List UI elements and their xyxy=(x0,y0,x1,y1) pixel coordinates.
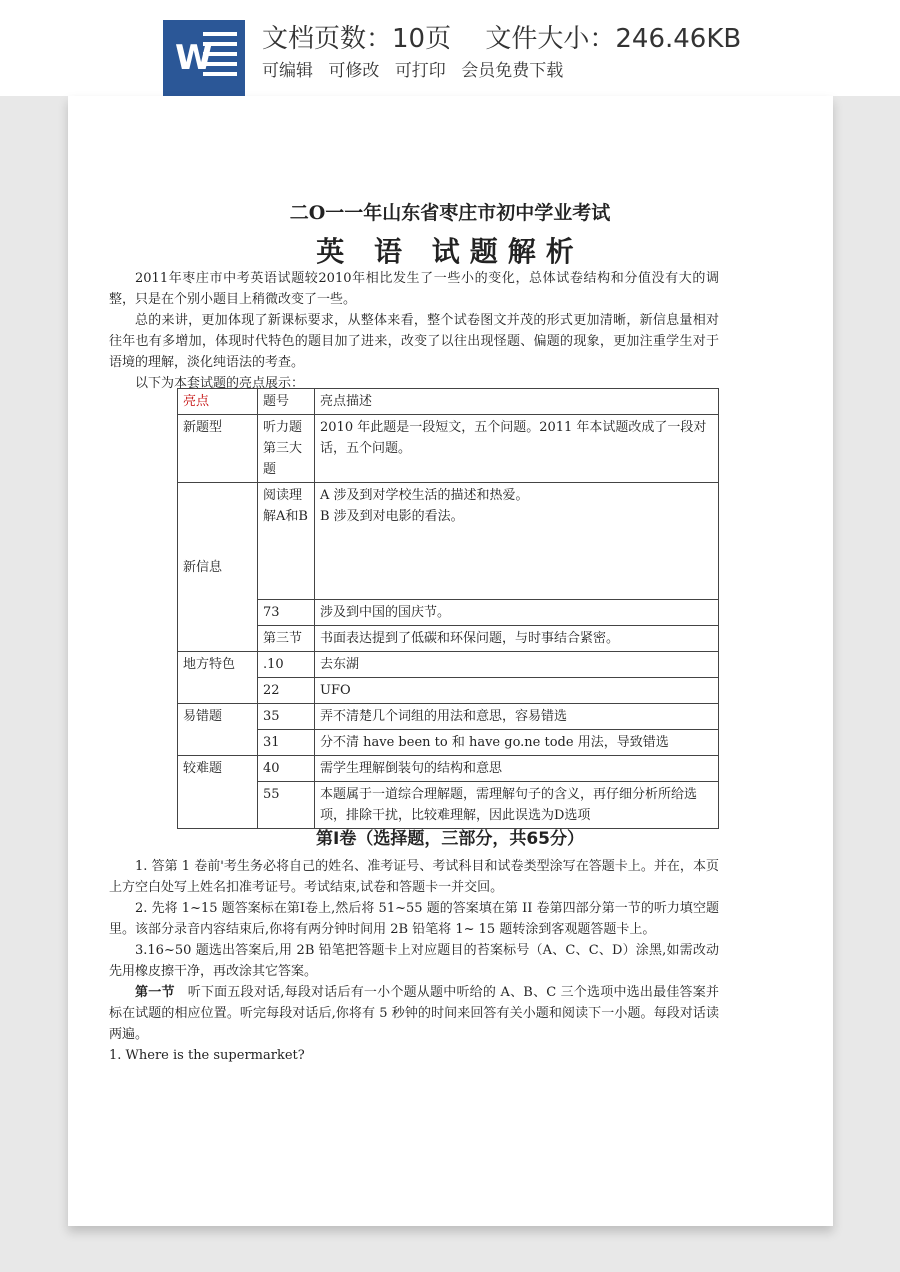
word-document-icon xyxy=(163,20,245,96)
row-description: 2010 年此题是一段短文，五个问题。2011 年本试题改成了一段对话，五个问题。 xyxy=(315,415,719,483)
row-description: 书面表达提到了低碳和环保问题，与时事结合紧密。 xyxy=(315,626,719,652)
header-question-no: 题号 xyxy=(258,389,315,415)
header-band xyxy=(0,0,900,96)
row-question-no: 31 xyxy=(258,730,315,756)
row-question-no: 40 xyxy=(258,756,315,782)
row-description: 弄不清楚几个词组的用法和意思，容易错选 xyxy=(315,704,719,730)
row-description: 本题属于一道综合理解题，需理解句子的含义，再仔细分析所给选项，排除干扰，比较难理解，因此误选为D选项 xyxy=(315,782,719,829)
row-description: 需学生理解倒装句的结构和意思 xyxy=(315,756,719,782)
table-row xyxy=(178,600,719,626)
row-question-no: 第三节 xyxy=(258,626,315,652)
row-question-no: 22 xyxy=(258,678,315,704)
header-description: 亮点描述 xyxy=(315,389,719,415)
table-row xyxy=(178,730,719,756)
table-row xyxy=(178,756,719,782)
row-description-b: B 涉及到对电影的看法。 xyxy=(320,509,464,524)
row-question-no: 阅读理解A和B xyxy=(258,483,315,600)
part1-text: 听下面五段对话,每段对话后有一小个题从题中听给的 A、B、C 三个选项中选出最佳答案并标在试题的相应位置。听完每段对话后,你将有 5 秒钟的时间来回答有关小题和阅读下一小题。每段对话读两遍。 xyxy=(109,985,719,1042)
row-description: 涉及到中国的国庆节。 xyxy=(315,600,719,626)
intro-paragraph-2: 总的来讲，更加体现了新课标要求，从整体来看，整个试卷图文并茂的形式更加清晰，新信息量相对往年也有多增加，体现时代特色的题目加了进来，改变了以往出现怪题、偏题的现象，更加注重学生对于语境的理解，淡化纯语法的考查。 xyxy=(109,313,719,370)
row-description xyxy=(315,483,719,600)
feature-list xyxy=(262,56,573,81)
row-description-a: A 涉及到对学校生活的描述和热爱。 xyxy=(320,488,529,503)
row-question-no: .10 xyxy=(258,652,315,678)
feature-printable: 可打印 xyxy=(394,61,446,81)
table-row xyxy=(178,652,719,678)
table-row xyxy=(178,704,719,730)
row-category: 新信息 xyxy=(178,483,258,652)
part1-label: 第一节 xyxy=(135,985,175,1000)
feature-modifiable: 可修改 xyxy=(328,61,380,81)
file-meta xyxy=(262,18,767,55)
row-question-no: 35 xyxy=(258,704,315,730)
feature-editable: 可编辑 xyxy=(262,61,313,81)
row-category: 较难题 xyxy=(178,756,258,829)
file-size: 文件大小：246.46KB xyxy=(485,24,742,54)
header-highlight: 亮点 xyxy=(178,389,258,415)
highlights-table xyxy=(177,388,719,829)
word-logo-letter: W xyxy=(175,38,213,78)
table-row xyxy=(178,415,719,483)
feature-member-download: 会员免费下载 xyxy=(461,61,564,81)
table-row xyxy=(178,626,719,652)
question-1: 1. Where is the supermarket? xyxy=(109,1048,305,1063)
intro-section xyxy=(109,268,719,394)
row-description: UFO xyxy=(315,678,719,704)
row-question-no: 听力题第三大题 xyxy=(258,415,315,483)
table-row xyxy=(178,483,719,600)
section-title: 第Ⅰ卷（选择题，三部分，共65分） xyxy=(316,829,584,849)
instruction-2: 2. 先将 1~15 题答案标在第Ⅰ卷上,然后将 51~55 题的答案填在第 II 卷第四部分第一节的听力填空题里。该部分录音内容结束后,你将有两分钟时间用 2B 铅笔将 1~ 15 题转涂到客观题答题卡上。 xyxy=(109,901,719,937)
row-description: 分不清 have been to 和 have go.ne tode 用法，导致错选 xyxy=(315,730,719,756)
intro-paragraph-3: 以下为本套试题的亮点展示： xyxy=(135,376,305,391)
document-subtitle: 英 语 试题解析 xyxy=(316,235,584,268)
table-header-row xyxy=(178,389,719,415)
row-category: 地方特色 xyxy=(178,652,258,704)
row-question-no: 55 xyxy=(258,782,315,829)
intro-paragraph-1: 2011年枣庄市中考英语试题较2010年相比发生了一些小的变化，总体试卷结构和分值没有大的调整，只是在个别小题目上稍微改变了一些。 xyxy=(109,271,719,307)
instructions-section xyxy=(109,856,719,1066)
row-category: 新题型 xyxy=(178,415,258,483)
table-row xyxy=(178,678,719,704)
part1-paragraph xyxy=(109,982,719,1045)
table-row xyxy=(178,782,719,829)
document-title: 二O一一年山东省枣庄市初中学业考试 xyxy=(289,202,611,224)
row-category: 易错题 xyxy=(178,704,258,756)
instruction-3: 3.16~50 题选出答案后,用 2B 铅笔把答题卡上对应题目的苔案标号（A、C、C、D）涂黑,如需改动先用橡皮擦干净，再改涂其它答案。 xyxy=(109,943,719,979)
instruction-1: 1. 答第 1 卷前'考生务必将自己的姓名、准考证号、考试科目和试卷类型涂写在答题卡上。并在，本页上方空白处写上姓名扣准考证号。考试结束,试卷和答题卡一并交回。 xyxy=(109,859,719,895)
row-question-no: 73 xyxy=(258,600,315,626)
page-count: 文档页数：10页 xyxy=(262,24,452,54)
row-description: 去东湖 xyxy=(315,652,719,678)
